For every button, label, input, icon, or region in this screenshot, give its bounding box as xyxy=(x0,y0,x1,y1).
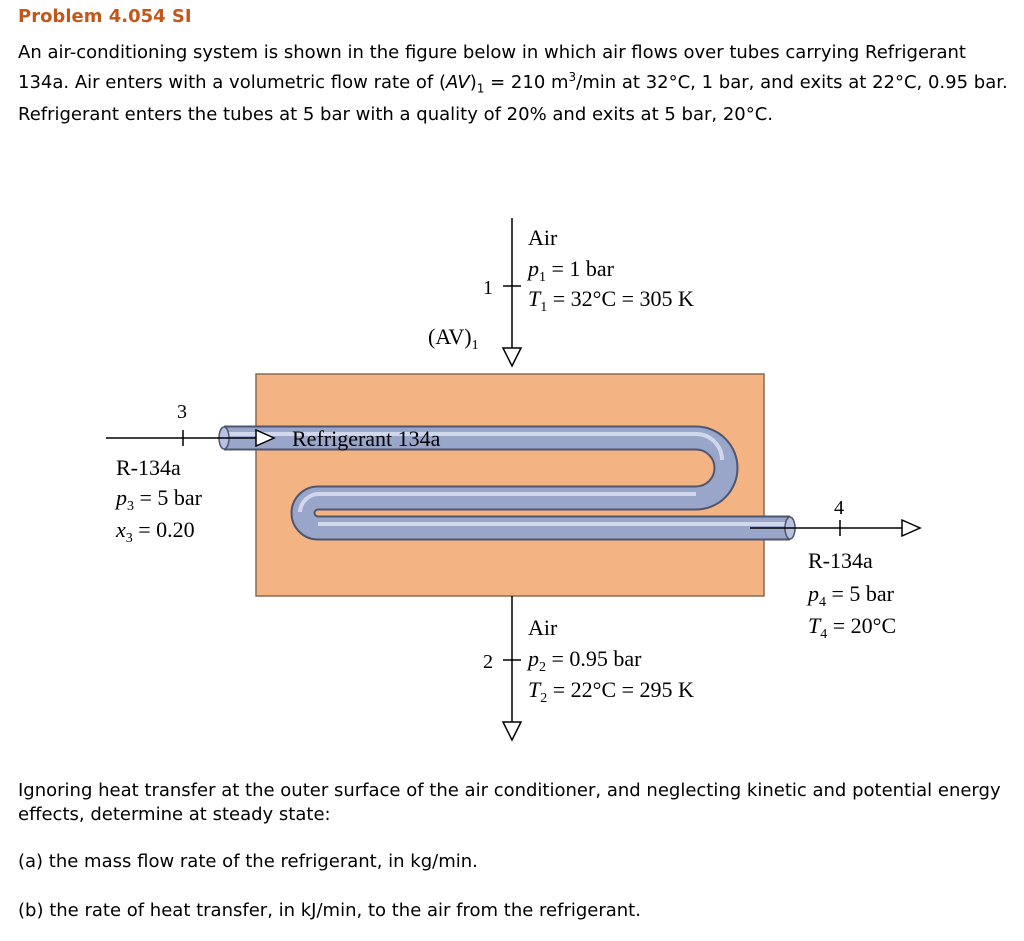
refrigerant-outlet-pressure: $p_4 = 5$ bar xyxy=(808,581,894,610)
problem-statement: An air-conditioning system is shown in the figure below in which air flows over tubes carrying Refrigerant 134a. Air enters with a volumetric flow rate of $(AV)_1 = 210$ $m^3/\min$ at 32°C, 1 bar, and exits at 22°C, 0.95 bar. Refrigerant enters the tubes at 5 bar with a quality of 20% and exits at 5 bar, 20°C. xyxy=(18,42,1008,125)
state-2-number: 2 xyxy=(483,651,493,673)
question-part-b: (b) the rate of heat transfer, in kJ/min, to the air from the refrigerant. xyxy=(18,900,641,921)
air-inlet-label: Air xyxy=(528,225,558,250)
state-1-number: 1 xyxy=(483,277,493,299)
question-prompt: Ignoring heat transfer at the outer surface of the air conditioner, and neglecting kinetic and potential energy effects, determine at steady state: xyxy=(18,780,1001,825)
volumetric-flow-label: $(AV)_1$ xyxy=(428,324,479,353)
air-outlet-label: Air xyxy=(528,615,558,640)
state-3-number: 3 xyxy=(177,401,187,423)
refrigerant-inlet-name: R-134a xyxy=(116,455,181,480)
air-conditioner-diagram xyxy=(0,200,1024,760)
refrigerant-outlet-temperature: $T_4 = 20^\circ C$ xyxy=(808,613,897,642)
problem-title: Problem 4.054 SI xyxy=(18,6,192,27)
state-4-number: 4 xyxy=(834,497,844,519)
air-inlet-flow xyxy=(503,218,521,366)
refrigerant-outlet-name: R-134a xyxy=(808,548,873,573)
tube-label: Refrigerant 134a xyxy=(292,426,441,451)
air-outlet-temperature: $T_2 = 22^\circ C = 295$ K xyxy=(528,677,694,706)
refrigerant-inlet-pressure: $p_3 = 5$ bar xyxy=(116,485,202,514)
refrigerant-inlet-quality: $x_3 = 0.20$ xyxy=(116,517,195,546)
air-outlet-pressure: $p_2 = 0.95$ bar xyxy=(528,646,642,675)
air-conditioner-housing xyxy=(256,374,764,596)
question-part-a: (a) the mass flow rate of the refrigerant, in kg/min. xyxy=(18,851,478,872)
air-inlet-pressure: $p_1 = 1$ bar xyxy=(528,256,614,285)
air-inlet-temperature: $T_1 = 32^\circ C = 305$ K xyxy=(528,286,694,315)
air-outlet-flow xyxy=(503,596,521,740)
